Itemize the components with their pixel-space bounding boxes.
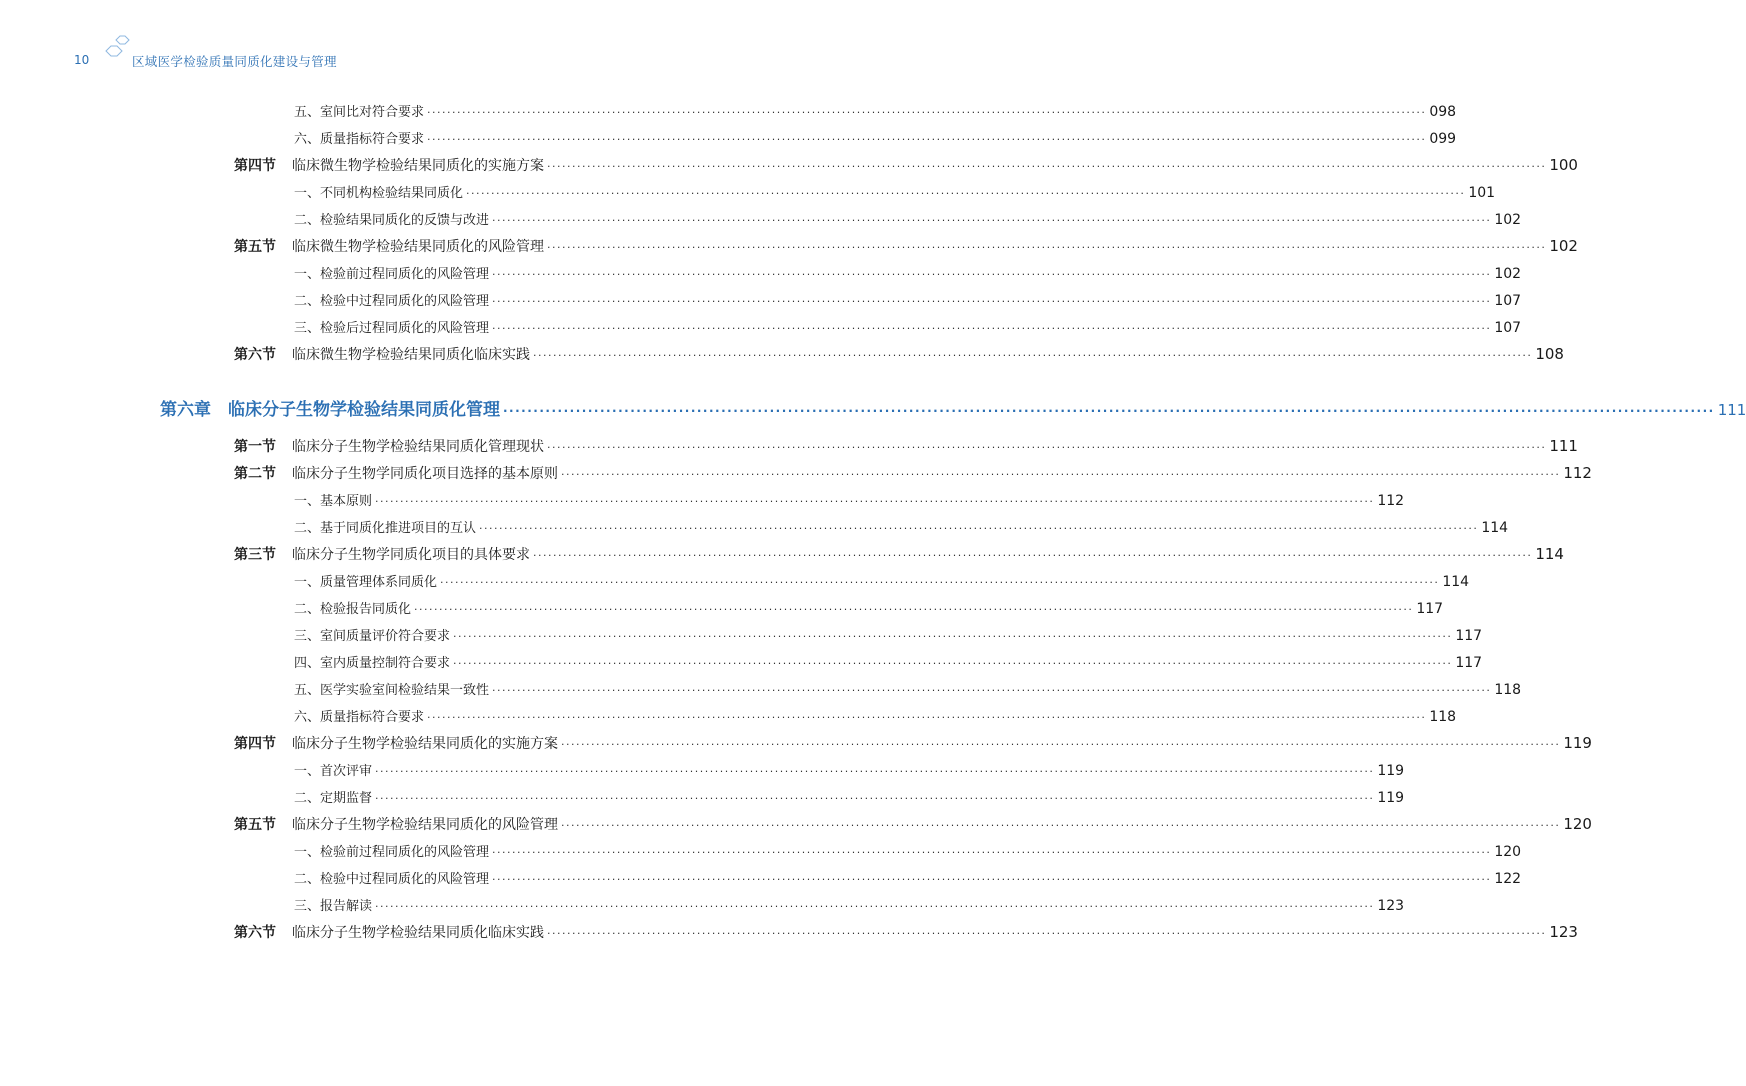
toc-entry-page: 122	[1494, 871, 1522, 887]
toc-entry-page: 114	[1535, 545, 1564, 563]
toc-entry-page: 114	[1481, 520, 1509, 536]
toc-entry-number: 第六章	[160, 400, 211, 420]
toc-entry-page: 099	[1429, 131, 1457, 147]
toc-subsection	[294, 760, 1405, 779]
dot-leader: ········································································································································································································	[547, 927, 1547, 940]
toc-entry-number: 第五节	[234, 239, 276, 255]
toc-subsection	[294, 787, 1405, 806]
toc-entry-title: 一、基本原则	[294, 494, 373, 509]
toc-chapter	[160, 395, 1746, 420]
toc-entry-title: 临床分子生物学检验结果同质化临床实践	[292, 925, 544, 941]
toc-entry-title: 三、检验后过程同质化的风险管理	[294, 321, 490, 336]
toc-section	[234, 814, 1592, 834]
toc-entry-page: 107	[1494, 293, 1522, 309]
toc-entry-page: 114	[1442, 574, 1470, 590]
toc-entry-page: 102	[1494, 266, 1522, 282]
toc-subsection	[294, 679, 1522, 698]
toc-section	[234, 463, 1592, 483]
toc-subsection	[294, 317, 1522, 336]
dot-leader: ········································································································································································································	[427, 106, 1427, 119]
toc-entry-title: 临床分子生物学检验结果同质化的实施方案	[292, 736, 558, 752]
toc-entry-title: 临床微生物学检验结果同质化的风险管理	[292, 239, 544, 255]
dot-leader: ········································································································································································································	[375, 900, 1375, 913]
toc-entry-page: 123	[1549, 923, 1578, 941]
toc-entry-page: 102	[1549, 237, 1578, 255]
dot-leader: ········································································································································································································	[533, 549, 1533, 562]
toc-entry-page: 117	[1455, 628, 1483, 644]
toc-entry-number: 第三节	[234, 547, 276, 563]
toc-subsection	[294, 652, 1483, 671]
toc-entry-title: 二、检验结果同质化的反馈与改进	[294, 213, 490, 228]
toc-section	[234, 544, 1564, 564]
toc-entry-page: 108	[1535, 345, 1564, 363]
toc-entry-page: 118	[1494, 682, 1522, 698]
toc-entry-number: 第一节	[234, 439, 276, 455]
toc-entry-number: 第四节	[234, 736, 276, 752]
toc-subsection	[294, 625, 1483, 644]
toc-entry-page: 117	[1455, 655, 1483, 671]
toc-entry-page: 119	[1377, 763, 1405, 779]
toc-subsection	[294, 209, 1522, 228]
dot-leader: ········································································································································································································	[427, 711, 1427, 724]
dot-leader: ········································································································································································································	[533, 349, 1533, 362]
toc-entry-number: 第二节	[234, 466, 276, 482]
toc-entry-title: 六、质量指标符合要求	[294, 710, 425, 725]
dot-leader: ········································································································································································································	[479, 522, 1479, 535]
toc-subsection	[294, 101, 1457, 120]
running-title: 区域医学检验质量同质化建设与管理	[132, 54, 337, 69]
toc-entry-number: 第五节	[234, 817, 276, 833]
toc-entry-number: 第六节	[234, 347, 276, 363]
dot-leader: ········································································································································································································	[503, 404, 1715, 418]
toc-subsection	[294, 841, 1522, 860]
toc-entry-page: 112	[1563, 464, 1592, 482]
toc-subsection	[294, 706, 1457, 725]
dot-leader: ········································································································································································································	[414, 603, 1414, 616]
toc-entry-title: 五、医学实验室间检验结果一致性	[294, 683, 490, 698]
dot-leader: ········································································································································································································	[375, 495, 1375, 508]
dot-leader: ········································································································································································································	[561, 819, 1561, 832]
toc-entry-page: 111	[1549, 437, 1578, 455]
toc-entry-page: 101	[1468, 185, 1496, 201]
dot-leader: ········································································································································································································	[547, 241, 1547, 254]
toc-entry-page: 119	[1563, 734, 1592, 752]
toc-subsection	[294, 895, 1405, 914]
dot-leader: ········································································································································································································	[492, 295, 1492, 308]
toc-entry-title: 二、定期监督	[294, 791, 373, 806]
dot-leader: ········································································································································································································	[561, 468, 1561, 481]
toc-entry-title: 临床微生物学检验结果同质化的实施方案	[292, 158, 544, 174]
toc-entry-title: 临床分子生物学检验结果同质化管理现状	[292, 439, 544, 455]
toc-section	[234, 236, 1578, 256]
dot-leader: ········································································································································································································	[453, 657, 1453, 670]
toc-entry-page: 117	[1416, 601, 1444, 617]
toc-subsection	[294, 290, 1522, 309]
toc-section	[234, 155, 1578, 175]
toc-entry-title: 四、室内质量控制符合要求	[294, 656, 451, 671]
toc-entry-title: 一、首次评审	[294, 764, 373, 779]
toc-section	[234, 922, 1578, 942]
dot-leader: ········································································································································································································	[492, 214, 1492, 227]
page-number: 10	[74, 53, 90, 67]
toc-entry-title: 五、室间比对符合要求	[294, 105, 425, 120]
toc-subsection	[294, 598, 1444, 617]
toc-entry-title: 三、报告解读	[294, 899, 373, 914]
toc-entry-title: 一、检验前过程同质化的风险管理	[294, 267, 490, 282]
toc-subsection	[294, 517, 1509, 536]
dot-leader: ········································································································································································································	[466, 187, 1466, 200]
dot-leader: ········································································································································································································	[440, 576, 1440, 589]
toc-subsection	[294, 571, 1470, 590]
toc-entry-title: 二、基于同质化推进项目的互认	[294, 521, 477, 536]
dot-leader: ········································································································································································································	[375, 765, 1375, 778]
toc-entry-page: 120	[1563, 815, 1592, 833]
toc-section	[234, 733, 1592, 753]
page-header	[0, 0, 800, 80]
toc-entry-page: 118	[1429, 709, 1457, 725]
dot-leader: ········································································································································································································	[427, 133, 1427, 146]
toc-entry-title: 二、检验报告同质化	[294, 602, 412, 617]
toc-subsection	[294, 182, 1496, 201]
hexagon-logo-icon	[100, 33, 134, 61]
toc-subsection	[294, 490, 1405, 509]
toc-subsection	[294, 128, 1457, 147]
toc-subsection	[294, 868, 1522, 887]
dot-leader: ········································································································································································································	[492, 873, 1492, 886]
toc-section	[234, 344, 1564, 364]
toc-entry-page: 107	[1494, 320, 1522, 336]
toc-entry-title: 一、检验前过程同质化的风险管理	[294, 845, 490, 860]
dot-leader: ········································································································································································································	[453, 630, 1453, 643]
toc-subsection	[294, 263, 1522, 282]
toc-entry-page: 098	[1429, 104, 1457, 120]
toc-entry-title: 临床分子生物学同质化项目选择的基本原则	[292, 466, 558, 482]
toc-entry-title: 六、质量指标符合要求	[294, 132, 425, 147]
toc-entry-title: 二、检验中过程同质化的风险管理	[294, 872, 490, 887]
dot-leader: ········································································································································································································	[375, 792, 1375, 805]
toc-entry-title: 临床分子生物学检验结果同质化管理	[228, 400, 500, 420]
dot-leader: ········································································································································································································	[561, 738, 1561, 751]
dot-leader: ········································································································································································································	[492, 322, 1492, 335]
toc-entry-page: 123	[1377, 898, 1405, 914]
toc-entry-page: 119	[1377, 790, 1405, 806]
toc-entry-title: 临床分子生物学检验结果同质化的风险管理	[292, 817, 558, 833]
dot-leader: ········································································································································································································	[547, 160, 1547, 173]
toc-entry-title: 临床微生物学检验结果同质化临床实践	[292, 347, 530, 363]
dot-leader: ········································································································································································································	[492, 846, 1492, 859]
toc-entry-title: 一、不同机构检验结果同质化	[294, 186, 464, 201]
toc-entry-page: 111	[1717, 401, 1746, 419]
toc-section	[234, 436, 1578, 456]
toc-entry-page: 102	[1494, 212, 1522, 228]
toc-entry-page: 112	[1377, 493, 1405, 509]
toc-entry-page: 120	[1494, 844, 1522, 860]
toc-entry-page: 100	[1549, 156, 1578, 174]
toc-entry-number: 第六节	[234, 925, 276, 941]
dot-leader: ········································································································································································································	[547, 441, 1547, 454]
toc-entry-title: 二、检验中过程同质化的风险管理	[294, 294, 490, 309]
toc-entry-title: 三、室间质量评价符合要求	[294, 629, 451, 644]
dot-leader: ········································································································································································································	[492, 268, 1492, 281]
toc-entry-title: 临床分子生物学同质化项目的具体要求	[292, 547, 530, 563]
toc-entry-number: 第四节	[234, 158, 276, 174]
toc-entry-title: 一、质量管理体系同质化	[294, 575, 438, 590]
dot-leader: ········································································································································································································	[492, 684, 1492, 697]
